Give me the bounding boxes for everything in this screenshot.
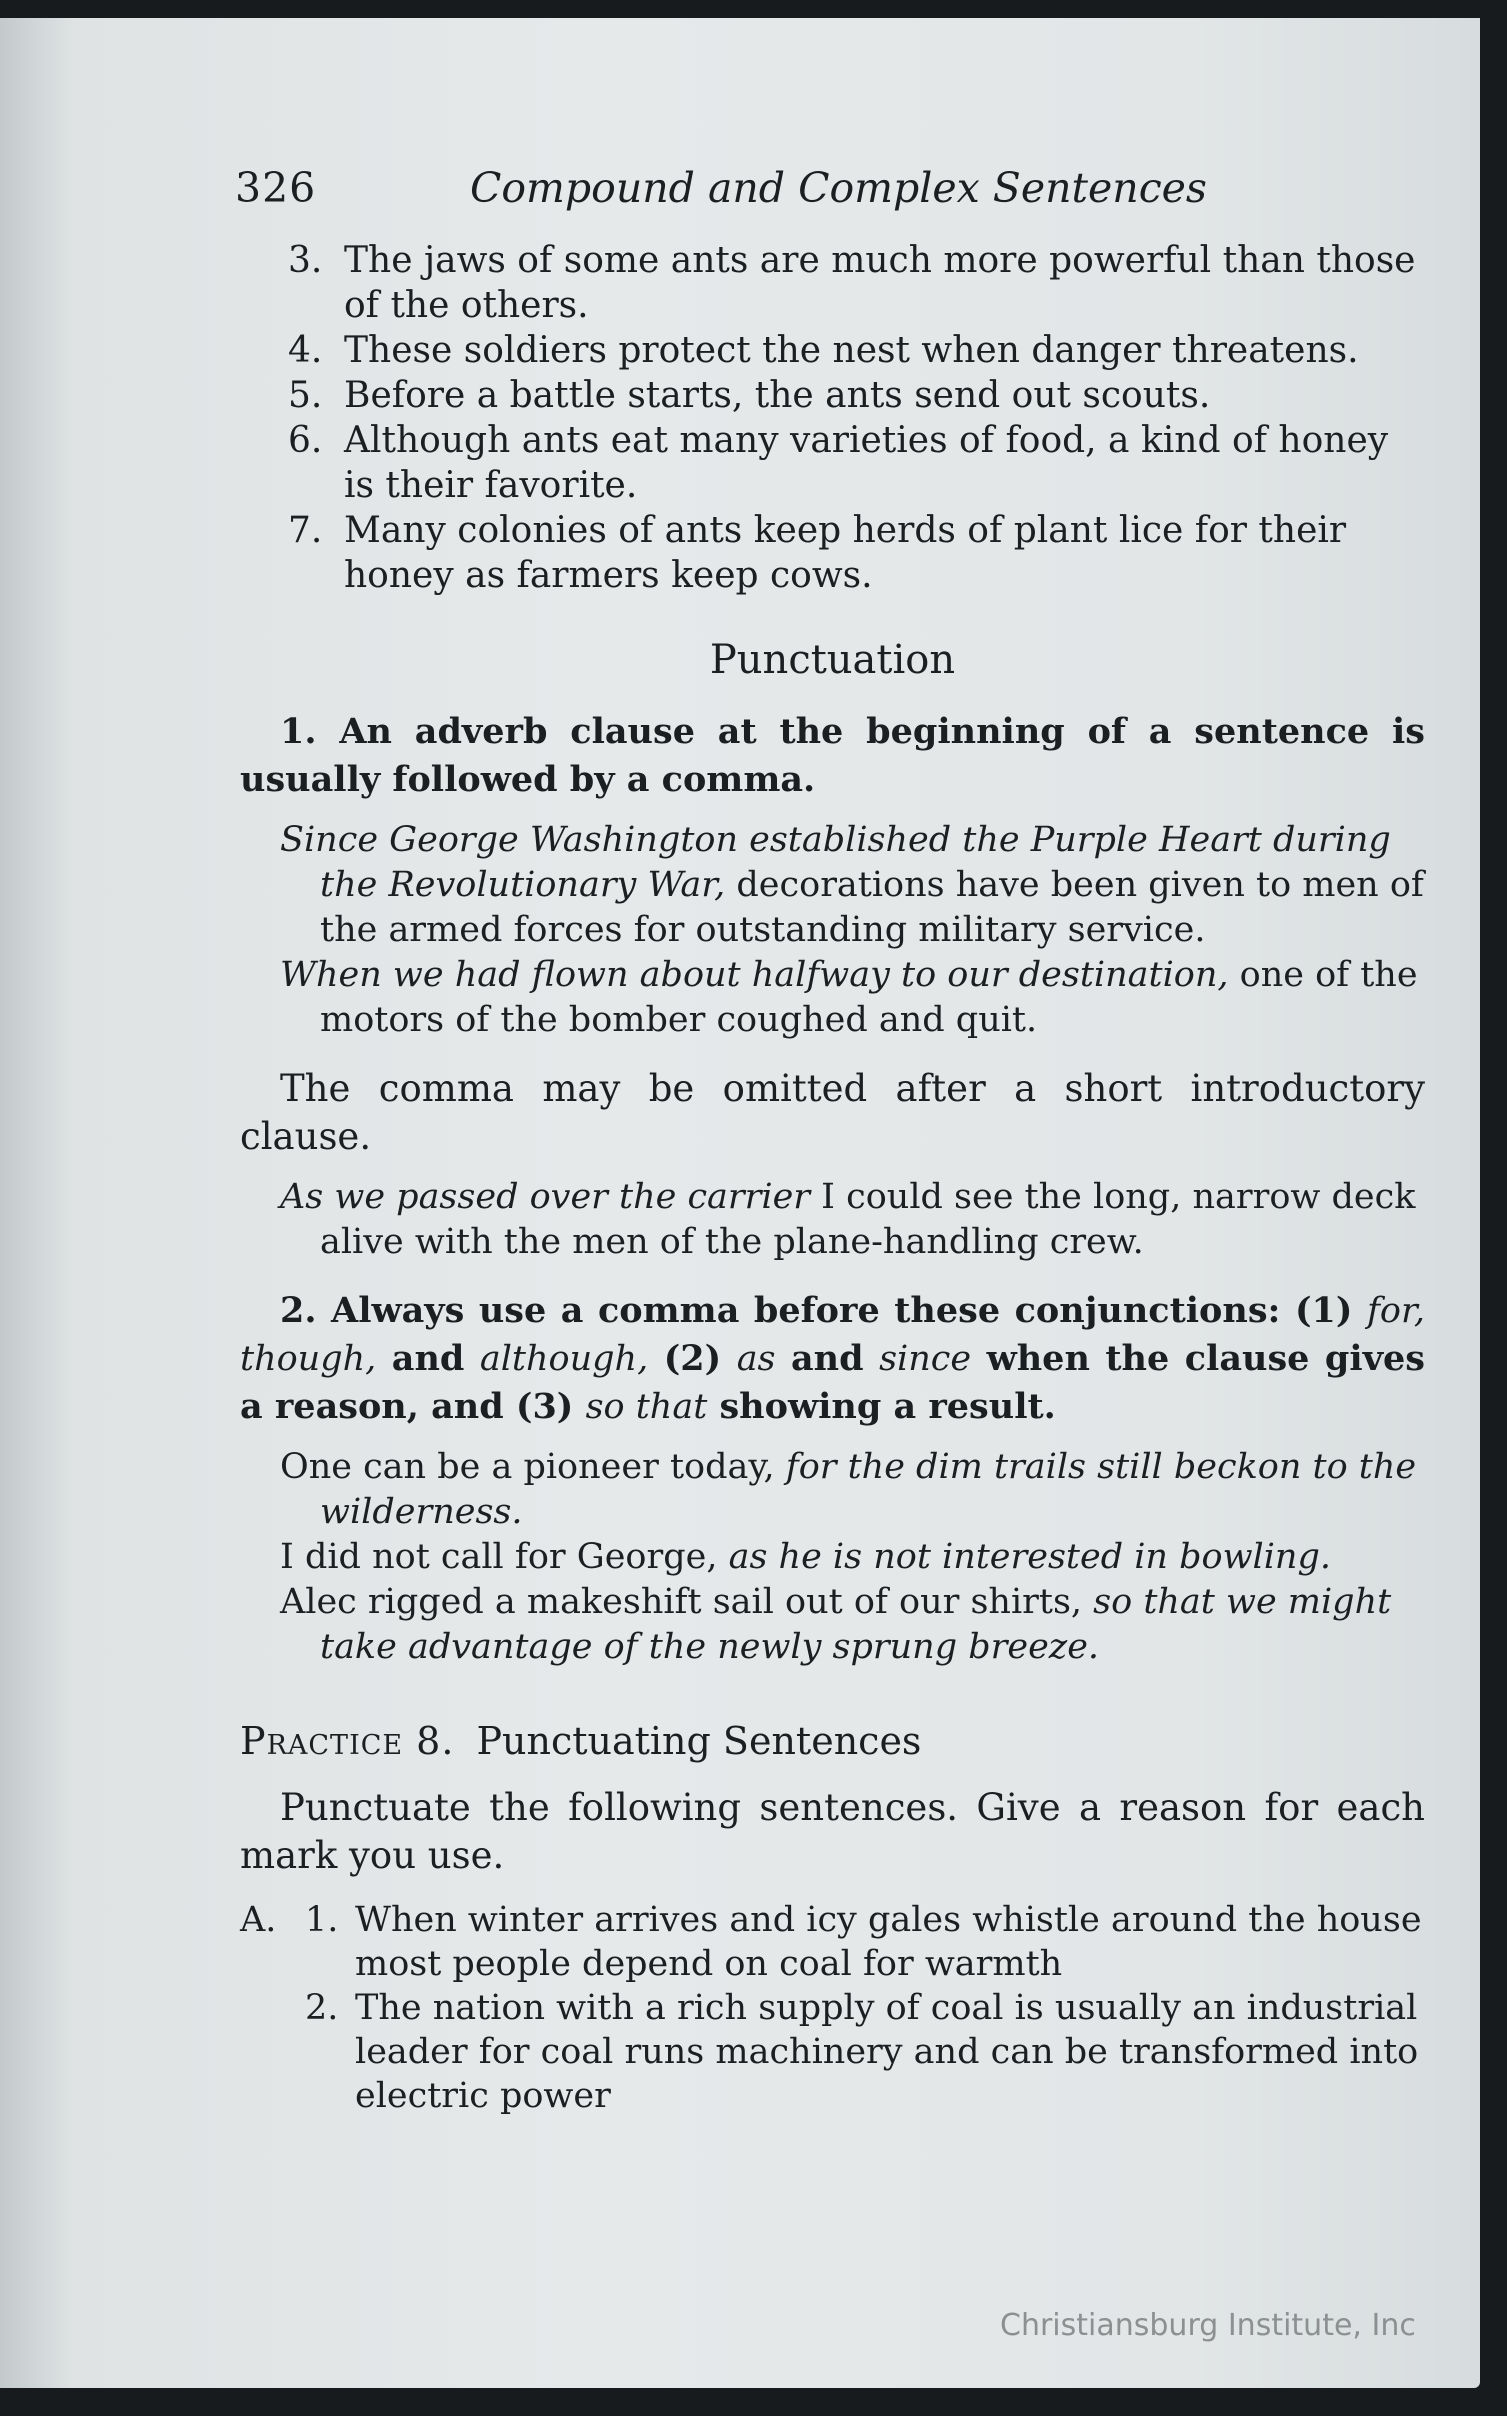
- item-text: These soldiers protect the nest when danger threatens.: [344, 330, 1359, 371]
- item-number: 5.: [288, 375, 323, 416]
- practice-instructions: Punctuate the following sentences. Give a reason for each mark you use.: [240, 1786, 1425, 1877]
- list-item: [240, 1986, 1425, 2118]
- item-text: The jaws of some ants are much more powerful than those of the others.: [344, 240, 1416, 326]
- practice-heading: [240, 1716, 1425, 1766]
- rule-2-text: showing a result.: [707, 1386, 1056, 1427]
- item-text: When winter arrives and icy gales whistle around the house most people depend on coal for warmth: [355, 1900, 1422, 1984]
- conjunction: as: [736, 1339, 776, 1379]
- comma-note: The comma may be omitted after a short introductory clause.: [240, 1067, 1425, 1158]
- example-clause: Since George Washington established the Purple Heart during the Revolutionary War,: [280, 820, 1391, 905]
- example-clause: as he is not interested in bowling.: [728, 1537, 1331, 1577]
- item-number: 3.: [288, 240, 323, 281]
- example-clause: As we passed over the carrier: [280, 1177, 811, 1217]
- example-sentence: [280, 1445, 1425, 1535]
- item-text: Although ants eat many varieties of food, a kind of honey is their favorite.: [344, 420, 1389, 506]
- section-heading: Punctuation: [709, 637, 956, 683]
- example-clause: so that we might take advantage of the newly sprung breeze.: [320, 1582, 1392, 1667]
- rule-2: [240, 1287, 1425, 1431]
- example-sentence: [280, 818, 1425, 953]
- example-clause: When we had flown about halfway to our destination,: [280, 955, 1229, 995]
- comma-note-example: [280, 1175, 1425, 1265]
- example-sentence: [280, 953, 1425, 1043]
- conjunction: so that: [585, 1387, 708, 1427]
- practice-title: Punctuating Sentences: [476, 1719, 922, 1763]
- item-number: 1.: [305, 1900, 339, 1940]
- example-rest: Alec rigged a makeshift sail out of our shirts,: [280, 1582, 1094, 1622]
- item-number: 2.: [305, 1988, 339, 2028]
- list-item: [240, 508, 1425, 598]
- item-text: The nation with a rich supply of coal is usually an industrial leader for coal runs machinery and can be transformed into electric power: [355, 1988, 1419, 2116]
- rule-2-text: and: [376, 1338, 480, 1379]
- example-sentence: [280, 1580, 1425, 1670]
- example-sentence: [280, 1535, 1425, 1580]
- practice-label: Practice 8.: [240, 1719, 455, 1763]
- conjunction: since: [879, 1339, 972, 1379]
- rule-2-examples: [280, 1445, 1425, 1670]
- exercise-list: [240, 238, 1425, 598]
- item-text: Many colonies of ants keep herds of plant lice for their honey as farmers keep cows.: [344, 510, 1347, 596]
- example-rest: I did not call for George,: [280, 1537, 729, 1577]
- section-letter: A.: [240, 1900, 277, 1940]
- running-title: Compound and Complex Sentences: [470, 164, 1207, 212]
- list-item: [240, 1898, 1425, 1986]
- book-page: [0, 18, 1480, 2388]
- rule-2-text: (2): [648, 1338, 737, 1379]
- item-number: 6.: [288, 420, 323, 461]
- rule-2-text: when the clause gives a reason, and (3): [240, 1338, 1426, 1427]
- conjunction: although,: [479, 1339, 649, 1379]
- example-rest: one of the motors of the bomber coughed and quit.: [320, 955, 1418, 1040]
- rule-1-text: 1. An adverb clause at the beginning of a sentence is usually followed by a comma.: [240, 711, 1425, 800]
- rule-2-text: and: [775, 1338, 880, 1379]
- example-clause: for the dim trails still beckon to the wilderness.: [320, 1447, 1417, 1532]
- rule-1-examples: [280, 818, 1425, 1043]
- example-rest: I could see the long, narrow deck alive with the men of the plane-handling crew.: [320, 1177, 1416, 1262]
- list-item: [240, 418, 1425, 508]
- list-item: [240, 238, 1425, 328]
- page-number: 326: [235, 164, 317, 212]
- page-body: [240, 238, 1425, 2118]
- watermark: Christiansburg Institute, Inc: [1000, 2308, 1416, 2343]
- example-sentence: [280, 1175, 1425, 1265]
- list-item: [240, 373, 1425, 418]
- example-rest: decorations have been given to men of the armed forces for outstanding military service.: [320, 865, 1424, 950]
- rule-2-text: 2. Always use a comma before these conjunctions: (1): [280, 1290, 1367, 1331]
- example-rest: One can be a pioneer today,: [280, 1447, 786, 1487]
- list-item: [240, 328, 1425, 373]
- item-number: 7.: [288, 510, 323, 551]
- conjunction: for, though,: [240, 1291, 1425, 1379]
- practice-items: [240, 1898, 1425, 2118]
- item-text: Before a battle starts, the ants send out scouts.: [344, 375, 1211, 416]
- rule-1: [240, 708, 1425, 804]
- item-number: 4.: [288, 330, 323, 371]
